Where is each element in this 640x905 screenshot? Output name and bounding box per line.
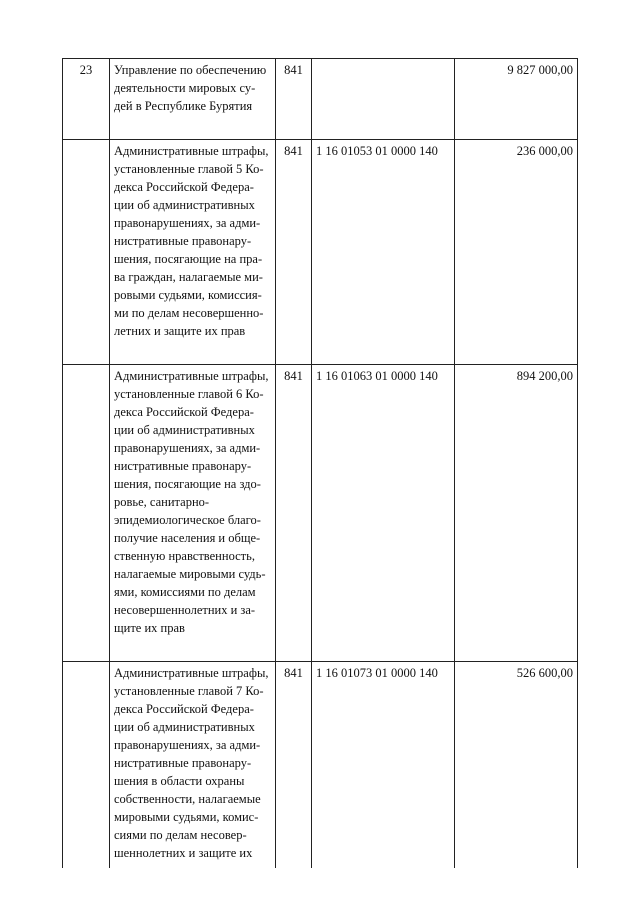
row-number <box>63 140 110 365</box>
name-line: ции об административных <box>114 720 255 734</box>
name-line: Административные штрафы, <box>114 144 269 158</box>
name-line: шения в области охраны <box>114 774 245 788</box>
row-number: 23 <box>63 59 110 140</box>
name-line: сиями по делам несовер- <box>114 828 247 842</box>
name-line: ва граждан, налагаемые ми- <box>114 270 263 284</box>
name-line: установленные главой 7 Ко- <box>114 684 264 698</box>
name-line: установленные главой 6 Ко- <box>114 387 264 401</box>
name-line: летних и защите их прав <box>114 324 246 338</box>
row-sum: 526 600,00 <box>455 662 578 869</box>
name-line: декса Российской Федера- <box>114 702 254 716</box>
row-number <box>63 365 110 662</box>
table-row <box>63 59 578 140</box>
name-line-spacer <box>114 115 271 133</box>
row-admin-code: 841 <box>276 662 312 869</box>
row-admin-code: 841 <box>276 140 312 365</box>
name-line: деятельности мировых су- <box>114 81 256 95</box>
name-line: эпидемиологическое благо- <box>114 513 261 527</box>
row-kbk-code: 1 16 01073 01 0000 140 <box>312 662 455 869</box>
name-line: декса Российской Федера- <box>114 405 254 419</box>
name-line: нистративные правонару- <box>114 756 252 770</box>
name-line: дей в Республике Бурятия <box>114 99 253 113</box>
name-line: правонарушениях, за адми- <box>114 216 261 230</box>
name-line: установленные главой 5 Ко- <box>114 162 264 176</box>
row-kbk-code: 1 16 01063 01 0000 140 <box>312 365 455 662</box>
name-line: правонарушениях, за адми- <box>114 738 261 752</box>
name-line: ями, комиссиями по делам <box>114 585 256 599</box>
name-line: шения, посягающие на пра- <box>114 252 263 266</box>
table-row <box>63 365 578 662</box>
name-line: правонарушениях, за адми- <box>114 441 261 455</box>
row-kbk-code: 1 16 01053 01 0000 140 <box>312 140 455 365</box>
name-line: мировыми судьями, комис- <box>114 810 259 824</box>
row-kbk-code <box>312 59 455 140</box>
name-line: Административные штрафы, <box>114 369 269 383</box>
row-number <box>63 662 110 869</box>
name-line: щите их прав <box>114 621 185 635</box>
row-name <box>110 140 276 365</box>
name-line: декса Российской Федера- <box>114 180 254 194</box>
name-line: Административные штрафы, <box>114 666 269 680</box>
name-line-spacer <box>114 637 271 655</box>
name-line-spacer <box>114 340 271 358</box>
name-line: налагаемые мировыми судь- <box>114 567 266 581</box>
row-admin-code: 841 <box>276 59 312 140</box>
row-sum: 9 827 000,00 <box>455 59 578 140</box>
name-line: ми по делам несовершенно- <box>114 306 264 320</box>
row-admin-code: 841 <box>276 365 312 662</box>
name-line: получие населения и обще- <box>114 531 261 545</box>
name-line: нистративные правонару- <box>114 459 252 473</box>
name-line: нистративные правонару- <box>114 234 252 248</box>
name-line: ции об административных <box>114 198 255 212</box>
name-line: ровье, санитарно- <box>114 495 210 509</box>
row-name <box>110 365 276 662</box>
name-line: Управление по обеспечению <box>114 63 267 77</box>
name-line: несовершеннолетних и за- <box>114 603 256 617</box>
row-name <box>110 59 276 140</box>
row-sum: 894 200,00 <box>455 365 578 662</box>
name-line: шения, посягающие на здо- <box>114 477 261 491</box>
name-line: ции об административных <box>114 423 255 437</box>
table-row <box>63 662 578 869</box>
name-line: ровыми судьями, комиссия- <box>114 288 262 302</box>
row-name <box>110 662 276 869</box>
table-row <box>63 140 578 365</box>
row-sum: 236 000,00 <box>455 140 578 365</box>
name-line: собственности, налагаемые <box>114 792 261 806</box>
name-line: ственную нравственность, <box>114 549 255 563</box>
name-line: шеннолетних и защите их <box>114 846 253 860</box>
revenue-table <box>62 58 578 868</box>
